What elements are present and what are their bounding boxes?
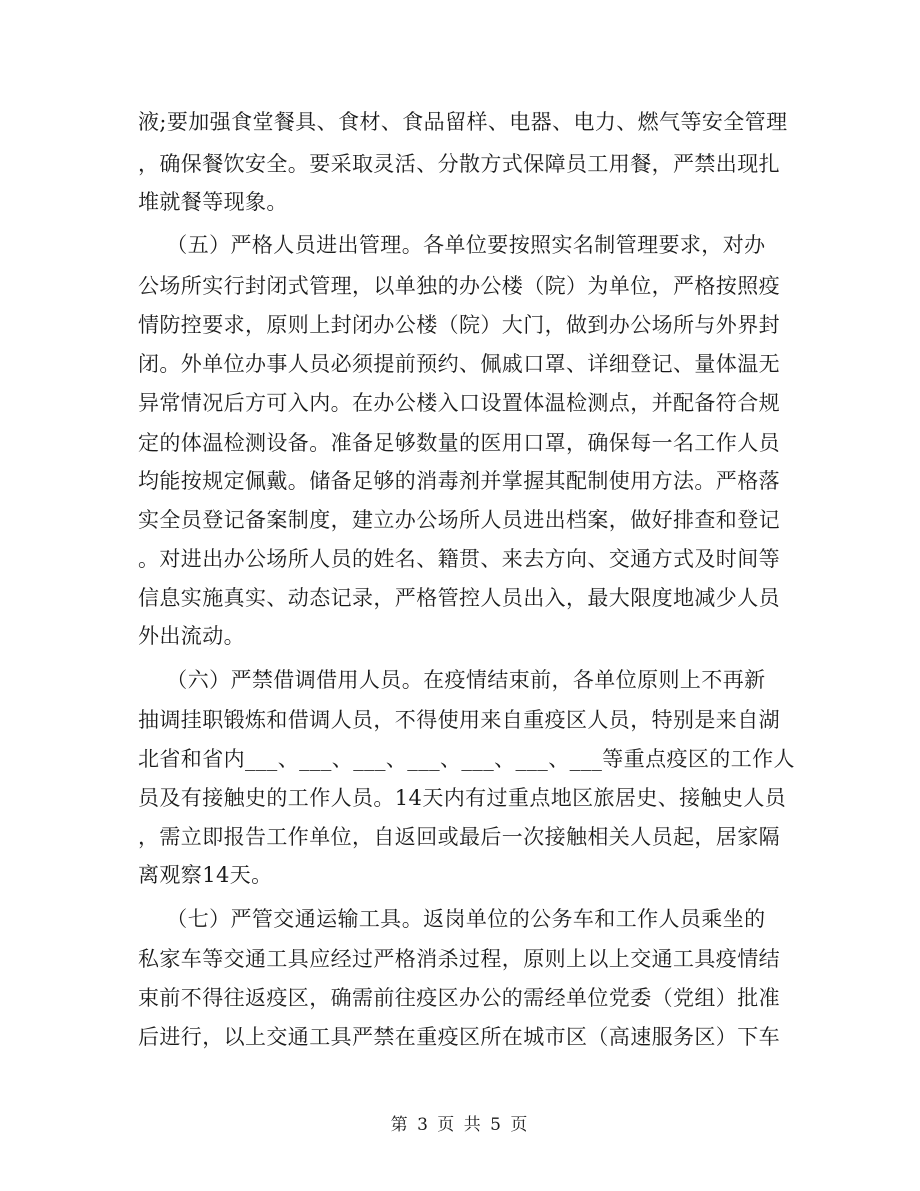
paragraph-line: 液;要加强食堂餐具、食材、食品留样、电器、电力、燃气等安全管理 (138, 110, 788, 134)
paragraph-line: 闭。外单位办事人员必须提前预约、佩戚口罩、详细登记、量体温无 (138, 352, 780, 376)
paragraph-line: 定的体温检测设备。准备足够数量的医用口罩，确保每一名工作人员 (138, 431, 780, 455)
paragraph-line: 实全员登记备案制度，建立办公场所人员进出档案，做好排查和登记 (138, 508, 780, 532)
paragraph-line: ，确保餐饮安全。要采取灵活、分散方式保障员工用餐，严禁出现扎 (138, 152, 780, 176)
paragraph-line: 情防控要求，原则上封闭办公楼（院）大门，做到办公场所与外界封 (138, 313, 780, 337)
page-number-footer: 第 3 页 共 5 页 (390, 1115, 530, 1135)
paragraph-line: 均能按规定佩戴。储备足够的消毒剂并掌握其配制使用方法。严格落 (138, 469, 780, 493)
paragraph-line: 外出流动。 (138, 624, 245, 648)
paragraph-line: 后进行，以上交通工具严禁在重疫区所在城市区（高速服务区）下车 (138, 1025, 780, 1049)
paragraph-line: 公场所实行封闭式管理，以单独的办公楼（院）为单位，严格按照疫 (138, 274, 780, 298)
paragraph-line: 束前不得往返疫区，确需前往疫区办公的需经单位党委（党组）批准 (138, 986, 780, 1010)
paragraph-line: （六）严禁借调借用人员。在疫情结束前，各单位原则上不再新 (138, 668, 766, 692)
paragraph-line: 。对进出办公场所人员的姓名、籍贯、来去方向、交通方式及时间等 (138, 547, 780, 571)
paragraph-line: 员及有接触史的工作人员。14天内有过重点地区旅居史、接触史人员 (138, 786, 787, 810)
paragraph-line: 北省和省内___、___、___、___、___、___、___等重点疫区的工作人 (138, 747, 795, 771)
paragraph-line: （七）严管交通运输工具。返岗单位的公务车和工作人员乘坐的 (138, 907, 766, 931)
paragraph-line: 信息实施真实、动态记录，严格管控人员出入，最大限度地减少人员 (138, 586, 780, 610)
paragraph-line: 离观察14天。 (138, 863, 273, 887)
paragraph-line: （五）严格人员进出管理。各单位要按照实名制管理要求，对办 (138, 233, 766, 257)
paragraph-line: 堆就餐等现象。 (138, 190, 288, 214)
paragraph-line: 异常情况后方可入内。在办公楼入口设置体温检测点，并配备符合规 (138, 391, 780, 415)
paragraph-line: 私家车等交通工具应经过严格消杀过程，原则上以上交通工具疫情结 (138, 947, 780, 971)
paragraph-line: 抽调挂职锻炼和借调人员，不得使用来自重疫区人员，特别是来自湖 (138, 708, 780, 732)
paragraph-line: ，需立即报告工作单位，自返回或最后一次接触相关人员起，居家隔 (138, 825, 780, 849)
